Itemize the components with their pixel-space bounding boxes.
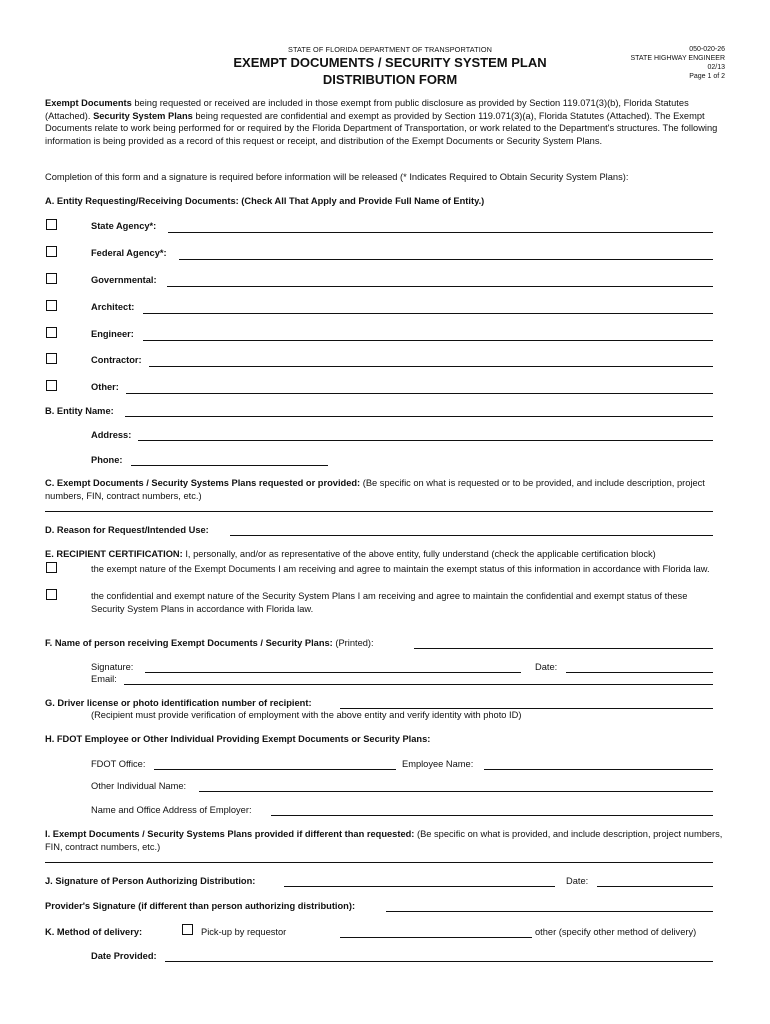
security-plans-term: Security System Plans: [93, 110, 193, 121]
field-reason[interactable]: [230, 535, 713, 536]
field-documents-provided[interactable]: [45, 862, 713, 863]
field-fdot-office[interactable]: [154, 769, 396, 770]
field-entity-name[interactable]: [125, 416, 713, 417]
label-contractor: Contractor:: [91, 355, 142, 365]
form-meta: [630, 45, 725, 81]
revision-date: 02/13: [707, 64, 725, 71]
checkbox-engineer[interactable]: [46, 327, 57, 338]
section-c-text: (Be specific on what is requested or to be provided, and include description, project numbers, FIN, contract numbers, etc.): [45, 478, 705, 501]
field-other[interactable]: [126, 393, 713, 394]
label-date-provided: Date Provided:: [91, 951, 157, 961]
field-authorizing-date[interactable]: [597, 886, 713, 887]
cert-security-text: the confidential and exempt nature of the Security System Plans I am receiving and agree to maintain the confidential and exempt status of these Security System Plans in accordance with Florida law.: [91, 591, 688, 614]
exempt-documents-term: Exempt Documents: [45, 98, 132, 108]
field-provider-signature[interactable]: [386, 911, 713, 912]
section-i-label: [45, 828, 725, 853]
field-recipient-signature[interactable]: [145, 672, 521, 673]
checkbox-other[interactable]: [46, 380, 57, 391]
label-other-individual: Other Individual Name:: [91, 781, 187, 791]
section-e-label: [45, 548, 725, 561]
section-f-heading: F. Name of person receiving Exempt Documents / Security Plans:: [45, 638, 333, 648]
field-recipient-date[interactable]: [566, 672, 713, 673]
checkbox-federal-agency[interactable]: [46, 246, 57, 257]
label-architect: Architect:: [91, 302, 135, 312]
checkbox-governmental[interactable]: [46, 273, 57, 284]
section-h-heading: H. FDOT Employee or Other Individual Providing Exempt Documents or Security Plans:: [45, 734, 431, 744]
label-phone: Phone:: [91, 455, 123, 465]
field-engineer[interactable]: [143, 340, 713, 341]
label-employer: Name and Office Address of Employer:: [91, 805, 252, 815]
label-authorizing-date: Date:: [566, 876, 589, 886]
field-architect[interactable]: [143, 313, 713, 314]
label-signature: Signature:: [91, 662, 134, 672]
intro-text-1: being requested or received are included in those exempt from public disclosure as provided by Section 119.071(3)(b), Florida Statutes (Attached).: [45, 98, 689, 121]
field-documents-requested[interactable]: [45, 511, 713, 512]
field-recipient-email[interactable]: [124, 684, 713, 685]
label-delivery-other: other (specify other method of delivery): [535, 927, 697, 937]
form-subtitle: DISTRIBUTION FORM: [322, 72, 458, 87]
intro-text-2: being requested are confidential and exempt as provided by Section 119.071(3)(a), Florida Statutes (Attached). The Exempt Documents relate to work being performed for or required by the Florida Department of Transportation, or work related to the Department's structures. The following information is being provided as a record of this request or receipt, and distribution of the Exempt Documents or Security System Plans.: [45, 110, 718, 146]
label-email: Email:: [91, 674, 117, 684]
label-driver-license: G. Driver license or photo identification number of recipient:: [45, 698, 312, 708]
field-other-individual[interactable]: [199, 791, 713, 792]
section-i-heading: I. Exempt Documents / Security Systems Plans provided if different than requested:: [45, 829, 415, 839]
section-i-text: (Be specific on what is provided, and include description, project numbers, FIN, contract numbers, etc.): [45, 829, 723, 852]
checkbox-contractor[interactable]: [46, 353, 57, 364]
section-f-label: [45, 638, 374, 648]
label-state-agency: State Agency*:: [91, 221, 157, 231]
field-authorizing-signature[interactable]: [284, 886, 555, 887]
intro-paragraph: [45, 97, 725, 147]
label-date: Date:: [535, 662, 558, 672]
field-phone[interactable]: [131, 465, 328, 466]
agency-name: STATE OF FLORIDA DEPARTMENT OF TRANSPORTATION: [288, 45, 492, 54]
completion-note: Completion of this form and a signature is required before information will be released (* Indicates Required to Obtain Security System Plans):: [45, 172, 629, 182]
label-entity-name: B. Entity Name:: [45, 406, 114, 416]
label-provider-signature: Provider's Signature (if different than person authorizing distribution):: [45, 901, 356, 911]
field-recipient-name[interactable]: [414, 648, 713, 649]
section-c-label: [45, 477, 725, 502]
section-e-text: I, personally, and/or as representative of the above entity, fully understand (check the applicable certification block): [182, 549, 656, 559]
label-address: Address:: [91, 430, 132, 440]
field-employer[interactable]: [271, 815, 713, 816]
label-delivery-method: K. Method of delivery:: [45, 927, 143, 937]
office-name: STATE HIGHWAY ENGINEER: [630, 55, 725, 62]
label-fdot-office: FDOT Office:: [91, 759, 146, 769]
form-title: EXEMPT DOCUMENTS / SECURITY SYSTEM PLAN: [233, 55, 547, 70]
cert-exempt-text: the exempt nature of the Exempt Documents I am receiving and agree to maintain the exempt status of this information in accordance with Florida law.: [91, 564, 710, 574]
printed-note: (Printed):: [335, 638, 374, 648]
field-date-provided[interactable]: [165, 961, 713, 962]
label-pickup: Pick-up by requestor: [201, 927, 287, 937]
form-number: 050-020-26: [689, 46, 725, 53]
field-state-agency[interactable]: [168, 232, 713, 233]
driver-license-note: (Recipient must provide verification of employment with the above entity and verify identity with photo ID): [91, 710, 522, 720]
label-other: Other:: [91, 382, 119, 392]
field-address[interactable]: [138, 440, 713, 441]
label-reason: D. Reason for Request/Intended Use:: [45, 525, 209, 535]
field-governmental[interactable]: [167, 286, 713, 287]
checkbox-state-agency[interactable]: [46, 219, 57, 230]
checkbox-pickup[interactable]: [182, 924, 193, 935]
field-driver-license[interactable]: [340, 708, 713, 709]
field-delivery-other[interactable]: [340, 937, 532, 938]
checkbox-cert-security[interactable]: [46, 589, 57, 600]
label-authorizing-signature: J. Signature of Person Authorizing Distribution:: [45, 876, 256, 886]
label-engineer: Engineer:: [91, 329, 134, 339]
section-c-heading: C. Exempt Documents / Security Systems Plans requested or provided:: [45, 478, 361, 488]
field-contractor[interactable]: [149, 366, 713, 367]
field-employee-name[interactable]: [484, 769, 713, 770]
label-governmental: Governmental:: [91, 275, 157, 285]
label-employee-name: Employee Name:: [402, 759, 474, 769]
page-number: Page 1 of 2: [689, 73, 725, 80]
field-federal-agency[interactable]: [179, 259, 713, 260]
checkbox-cert-exempt[interactable]: [46, 562, 57, 573]
label-federal-agency: Federal Agency*:: [91, 248, 167, 258]
section-a-heading: A. Entity Requesting/Receiving Documents: (Check All That Apply and Provide Full Name of Entity.): [45, 196, 485, 206]
checkbox-architect[interactable]: [46, 300, 57, 311]
section-e-heading: E. RECIPIENT CERTIFICATION:: [45, 549, 183, 559]
